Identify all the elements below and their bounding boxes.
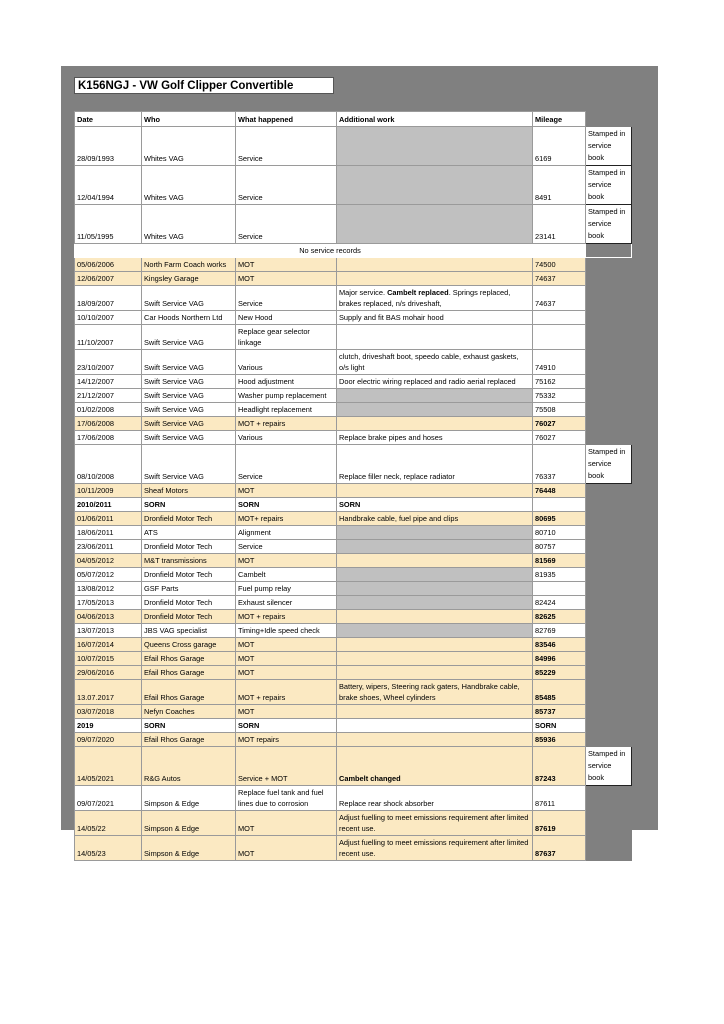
stamp-cell [586,666,632,680]
what-happened-cell: Washer pump replacement [236,389,337,403]
what-happened-cell: MOT+ repairs [236,512,337,526]
who-cell: Queens Cross garage [142,638,236,652]
header-what-happened: What happened [236,112,337,127]
stamp-cell [586,512,632,526]
what-happened-cell: MOT [236,638,337,652]
header-additional-work: Additional work [337,112,533,127]
table-row [75,498,632,512]
who-cell: Car Hoods Northern Ltd [142,311,236,325]
mileage-cell [533,582,586,596]
header-who: Who [142,112,236,127]
stamp-cell: Stamped in service book [586,127,632,166]
stamp-cell: Stamped in service book [586,445,632,484]
additional-work-cell [337,272,533,286]
what-happened-cell: MOT [236,811,337,836]
mileage-cell: 87611 [533,786,586,811]
who-cell: Efail Rhos Garage [142,680,236,705]
who-cell: Efail Rhos Garage [142,733,236,747]
stamp-cell: Stamped in service book [586,747,632,786]
stamp-cell [586,498,632,512]
stamp-cell [586,325,632,350]
who-cell: Sheaf Motors [142,484,236,498]
who-cell: Swift Service VAG [142,431,236,445]
date-cell: 08/10/2008 [75,445,142,484]
stamp-cell [586,258,632,272]
mileage-cell: 87637 [533,836,586,861]
what-happened-cell: MOT [236,705,337,719]
mileage-cell: 74637 [533,286,586,311]
who-cell: Kingsley Garage [142,272,236,286]
date-cell: 13/07/2013 [75,624,142,638]
additional-work-text: . Springs replaced, brakes replaced, n/s driveshaft, [339,288,511,308]
table-row [75,484,632,498]
what-happened-cell: MOT repairs [236,733,337,747]
what-happened-cell: MOT [236,554,337,568]
table-row [75,244,632,258]
stamp-cell: Stamped in service book [586,166,632,205]
date-cell: 28/09/1993 [75,127,142,166]
who-cell: Whites VAG [142,205,236,244]
mileage-cell: 75508 [533,403,586,417]
what-happened-cell: Replace gear selector linkage [236,325,337,350]
date-cell: 05/07/2012 [75,568,142,582]
additional-work-cell [337,624,533,638]
stamp-cell [586,311,632,325]
table-row [75,705,632,719]
what-happened-cell: Timing+Idle speed check [236,624,337,638]
date-cell: 09/07/2021 [75,786,142,811]
mileage-cell: 82625 [533,610,586,624]
table-row [75,512,632,526]
additional-work-cell [337,484,533,498]
additional-work-cell [337,205,533,244]
table-body [75,127,632,861]
table-row [75,568,632,582]
mileage-cell: 23141 [533,205,586,244]
stamp-cell [586,811,632,836]
table-row [75,638,632,652]
additional-work-cell: SORN [337,498,533,512]
date-cell: 14/05/2021 [75,747,142,786]
what-happened-cell: MOT [236,666,337,680]
mileage-cell: 83546 [533,638,586,652]
header-mileage: Mileage [533,112,586,127]
mileage-cell: SORN [533,719,586,733]
table-row [75,325,632,350]
stamp-cell [586,375,632,389]
date-cell: 14/12/2007 [75,375,142,389]
date-cell: 05/06/2006 [75,258,142,272]
who-cell: Swift Service VAG [142,445,236,484]
additional-work-cell [337,403,533,417]
mileage-cell [533,498,586,512]
stamp-cell [586,836,632,861]
date-cell: 23/10/2007 [75,350,142,375]
mileage-cell: 87243 [533,747,586,786]
table-row [75,166,632,205]
additional-work-cell [337,325,533,350]
mileage-cell: 85936 [533,733,586,747]
who-cell: M&T transmissions [142,554,236,568]
who-cell: Swift Service VAG [142,286,236,311]
what-happened-cell: Service + MOT [236,747,337,786]
mileage-cell: 74500 [533,258,586,272]
additional-work-cell [337,719,533,733]
additional-work-cell: Cambelt changed [337,747,533,786]
additional-work-cell [337,638,533,652]
mileage-cell: 8491 [533,166,586,205]
table-row [75,389,632,403]
who-cell: Swift Service VAG [142,389,236,403]
who-cell: ATS [142,526,236,540]
table-row [75,733,632,747]
who-cell: Dronfield Motor Tech [142,610,236,624]
table-row [75,596,632,610]
who-cell: Simpson & Edge [142,836,236,861]
date-cell: 04/05/2012 [75,554,142,568]
stamp-cell [586,733,632,747]
mileage-cell: 76027 [533,431,586,445]
mileage-cell: 87619 [533,811,586,836]
additional-work-cell: Replace filler neck, replace radiator [337,445,533,484]
date-cell: 11/05/1995 [75,205,142,244]
what-happened-cell: Service [236,540,337,554]
mileage-cell: 76448 [533,484,586,498]
date-cell: 10/10/2007 [75,311,142,325]
what-happened-cell: Headlight replacement [236,403,337,417]
date-cell: 11/10/2007 [75,325,142,350]
note-cell: No service records [75,244,586,258]
who-cell: Dronfield Motor Tech [142,596,236,610]
what-happened-cell: Service [236,445,337,484]
date-cell: 13.07.2017 [75,680,142,705]
stamp-cell [586,350,632,375]
additional-work-cell [337,666,533,680]
stamp-cell [586,582,632,596]
what-happened-cell: MOT [236,258,337,272]
what-happened-cell: MOT [236,484,337,498]
what-happened-cell: Various [236,431,337,445]
date-cell: 12/04/1994 [75,166,142,205]
what-happened-cell: MOT [236,652,337,666]
date-cell: 29/06/2016 [75,666,142,680]
stamp-cell [586,705,632,719]
additional-work-cell [337,568,533,582]
what-happened-cell: Exhaust silencer [236,596,337,610]
who-cell: Nefyn Coaches [142,705,236,719]
additional-work-cell [337,258,533,272]
mileage-cell: 76027 [533,417,586,431]
table-row [75,375,632,389]
who-cell: Swift Service VAG [142,417,236,431]
date-cell: 23/06/2011 [75,540,142,554]
date-cell: 17/06/2008 [75,431,142,445]
what-happened-cell: Service [236,127,337,166]
additional-work-cell [337,652,533,666]
additional-work-cell: clutch, driveshaft boot, speedo cable, exhaust gaskets, o/s light [337,350,533,375]
stamp-cell [586,680,632,705]
mileage-cell: 80695 [533,512,586,526]
who-cell: Dronfield Motor Tech [142,568,236,582]
date-cell: 21/12/2007 [75,389,142,403]
who-cell: Simpson & Edge [142,811,236,836]
date-cell: 10/07/2015 [75,652,142,666]
date-cell: 01/02/2008 [75,403,142,417]
what-happened-cell: Hood adjustment [236,375,337,389]
mileage-cell: 80710 [533,526,586,540]
who-cell: North Farm Coach works [142,258,236,272]
additional-work-cell [337,554,533,568]
who-cell: Whites VAG [142,166,236,205]
stamp-cell [586,624,632,638]
who-cell: Dronfield Motor Tech [142,540,236,554]
who-cell: Swift Service VAG [142,403,236,417]
what-happened-cell: Various [236,350,337,375]
who-cell: Simpson & Edge [142,786,236,811]
stamp-cell [586,638,632,652]
table-row [75,286,632,311]
what-happened-cell: MOT + repairs [236,610,337,624]
table-row [75,666,632,680]
stamp-cell: Stamped in service book [586,205,632,244]
additional-work-text: Major service. [339,288,388,297]
mileage-cell: 85229 [533,666,586,680]
table-row [75,127,632,166]
stamp-cell [586,652,632,666]
stamp-cell [586,786,632,811]
stamp-cell [586,286,632,311]
additional-work-cell: Handbrake cable, fuel pipe and clips [337,512,533,526]
stamp-cell [586,417,632,431]
date-cell: 01/06/2011 [75,512,142,526]
mileage-cell: 85485 [533,680,586,705]
date-cell: 18/06/2011 [75,526,142,540]
page-title: K156NGJ - VW Golf Clipper Convertible [74,77,334,94]
table-row [75,417,632,431]
additional-work-cell [337,610,533,624]
who-cell: SORN [142,719,236,733]
stamp-cell [586,554,632,568]
additional-work-cell [337,540,533,554]
date-cell: 17/05/2013 [75,596,142,610]
table-row [75,311,632,325]
mileage-cell: 75332 [533,389,586,403]
mileage-cell: 85737 [533,705,586,719]
what-happened-cell: SORN [236,719,337,733]
service-history-table [74,111,632,861]
table-row [75,205,632,244]
table-row [75,582,632,596]
additional-work-cell [337,417,533,431]
table-row [75,680,632,705]
who-cell: Swift Service VAG [142,325,236,350]
header-stamp [586,112,632,127]
what-happened-cell: Alignment [236,526,337,540]
stamp-cell [586,568,632,582]
mileage-cell: 74910 [533,350,586,375]
mileage-cell: 76337 [533,445,586,484]
stamp-cell [586,526,632,540]
mileage-cell: 80757 [533,540,586,554]
mileage-cell: 82769 [533,624,586,638]
stamp-cell [586,610,632,624]
table-row [75,811,632,836]
date-cell: 14/05/23 [75,836,142,861]
mileage-cell: 84996 [533,652,586,666]
what-happened-cell: Service [236,166,337,205]
mileage-cell: 81935 [533,568,586,582]
what-happened-cell: SORN [236,498,337,512]
table-row [75,445,632,484]
who-cell: Dronfield Motor Tech [142,512,236,526]
additional-work-cell: Adjust fuelling to meet emissions requirement after limited recent use. [337,811,533,836]
additional-work-cell [337,526,533,540]
what-happened-cell: Service [236,205,337,244]
mileage-cell: 74637 [533,272,586,286]
date-cell: 13/08/2012 [75,582,142,596]
additional-work-cell [337,127,533,166]
table-row [75,554,632,568]
what-happened-cell: Replace fuel tank and fuel lines due to corrosion [236,786,337,811]
mileage-cell [533,325,586,350]
what-happened-cell: Fuel pump relay [236,582,337,596]
what-happened-cell: Cambelt [236,568,337,582]
additional-work-cell [337,166,533,205]
table-row [75,747,632,786]
stamp-cell [586,244,632,258]
table-row [75,350,632,375]
table-row [75,719,632,733]
who-cell: R&G Autos [142,747,236,786]
table-row [75,258,632,272]
additional-work-cell [337,389,533,403]
who-cell: JBS VAG specialist [142,624,236,638]
date-cell: 18/09/2007 [75,286,142,311]
what-happened-cell: MOT [236,836,337,861]
table-row [75,431,632,445]
stamp-cell [586,389,632,403]
date-cell: 17/06/2008 [75,417,142,431]
mileage-cell: 75162 [533,375,586,389]
who-cell: Swift Service VAG [142,350,236,375]
table-row [75,610,632,624]
who-cell: Efail Rhos Garage [142,666,236,680]
stamp-cell [586,403,632,417]
stamp-cell [586,596,632,610]
what-happened-cell: MOT [236,272,337,286]
header-date: Date [75,112,142,127]
mileage-cell: 82424 [533,596,586,610]
table-row [75,540,632,554]
additional-work-cell: Battery, wipers, Steering rack gaters, Handbrake cable, brake shoes, Wheel cylinders [337,680,533,705]
date-cell: 12/06/2007 [75,272,142,286]
table-row [75,403,632,417]
stamp-cell [586,719,632,733]
stamp-cell [586,484,632,498]
additional-work-cell [337,596,533,610]
what-happened-cell: New Hood [236,311,337,325]
additional-work-text: Cambelt replaced [387,288,449,297]
table-row [75,652,632,666]
what-happened-cell: MOT + repairs [236,680,337,705]
date-cell: 04/06/2013 [75,610,142,624]
date-cell: 2010/2011 [75,498,142,512]
stamp-cell [586,540,632,554]
mileage-cell: 81569 [533,554,586,568]
date-cell: 10/11/2009 [75,484,142,498]
what-happened-cell: MOT + repairs [236,417,337,431]
mileage-cell: 6169 [533,127,586,166]
mileage-cell [533,311,586,325]
date-cell: 2019 [75,719,142,733]
additional-work-cell [337,286,533,311]
table-row [75,786,632,811]
what-happened-cell: Service [236,286,337,311]
stamp-cell [586,272,632,286]
date-cell: 09/07/2020 [75,733,142,747]
date-cell: 03/07/2018 [75,705,142,719]
additional-work-cell: Replace rear shock absorber [337,786,533,811]
additional-work-cell: Adjust fuelling to meet emissions requirement after limited recent use. [337,836,533,861]
who-cell: Efail Rhos Garage [142,652,236,666]
who-cell: Swift Service VAG [142,375,236,389]
table-row [75,526,632,540]
additional-work-cell [337,705,533,719]
additional-work-cell: Supply and fit BAS mohair hood [337,311,533,325]
who-cell: SORN [142,498,236,512]
additional-work-cell: Replace brake pipes and hoses [337,431,533,445]
stamp-cell [586,431,632,445]
table-row [75,836,632,861]
additional-work-cell [337,582,533,596]
date-cell: 16/07/2014 [75,638,142,652]
who-cell: GSF Parts [142,582,236,596]
additional-work-cell [337,733,533,747]
date-cell: 14/05/22 [75,811,142,836]
additional-work-cell: Door electric wiring replaced and radio aerial replaced [337,375,533,389]
table-row [75,624,632,638]
table-row [75,272,632,286]
header-row [75,112,632,127]
who-cell: Whites VAG [142,127,236,166]
